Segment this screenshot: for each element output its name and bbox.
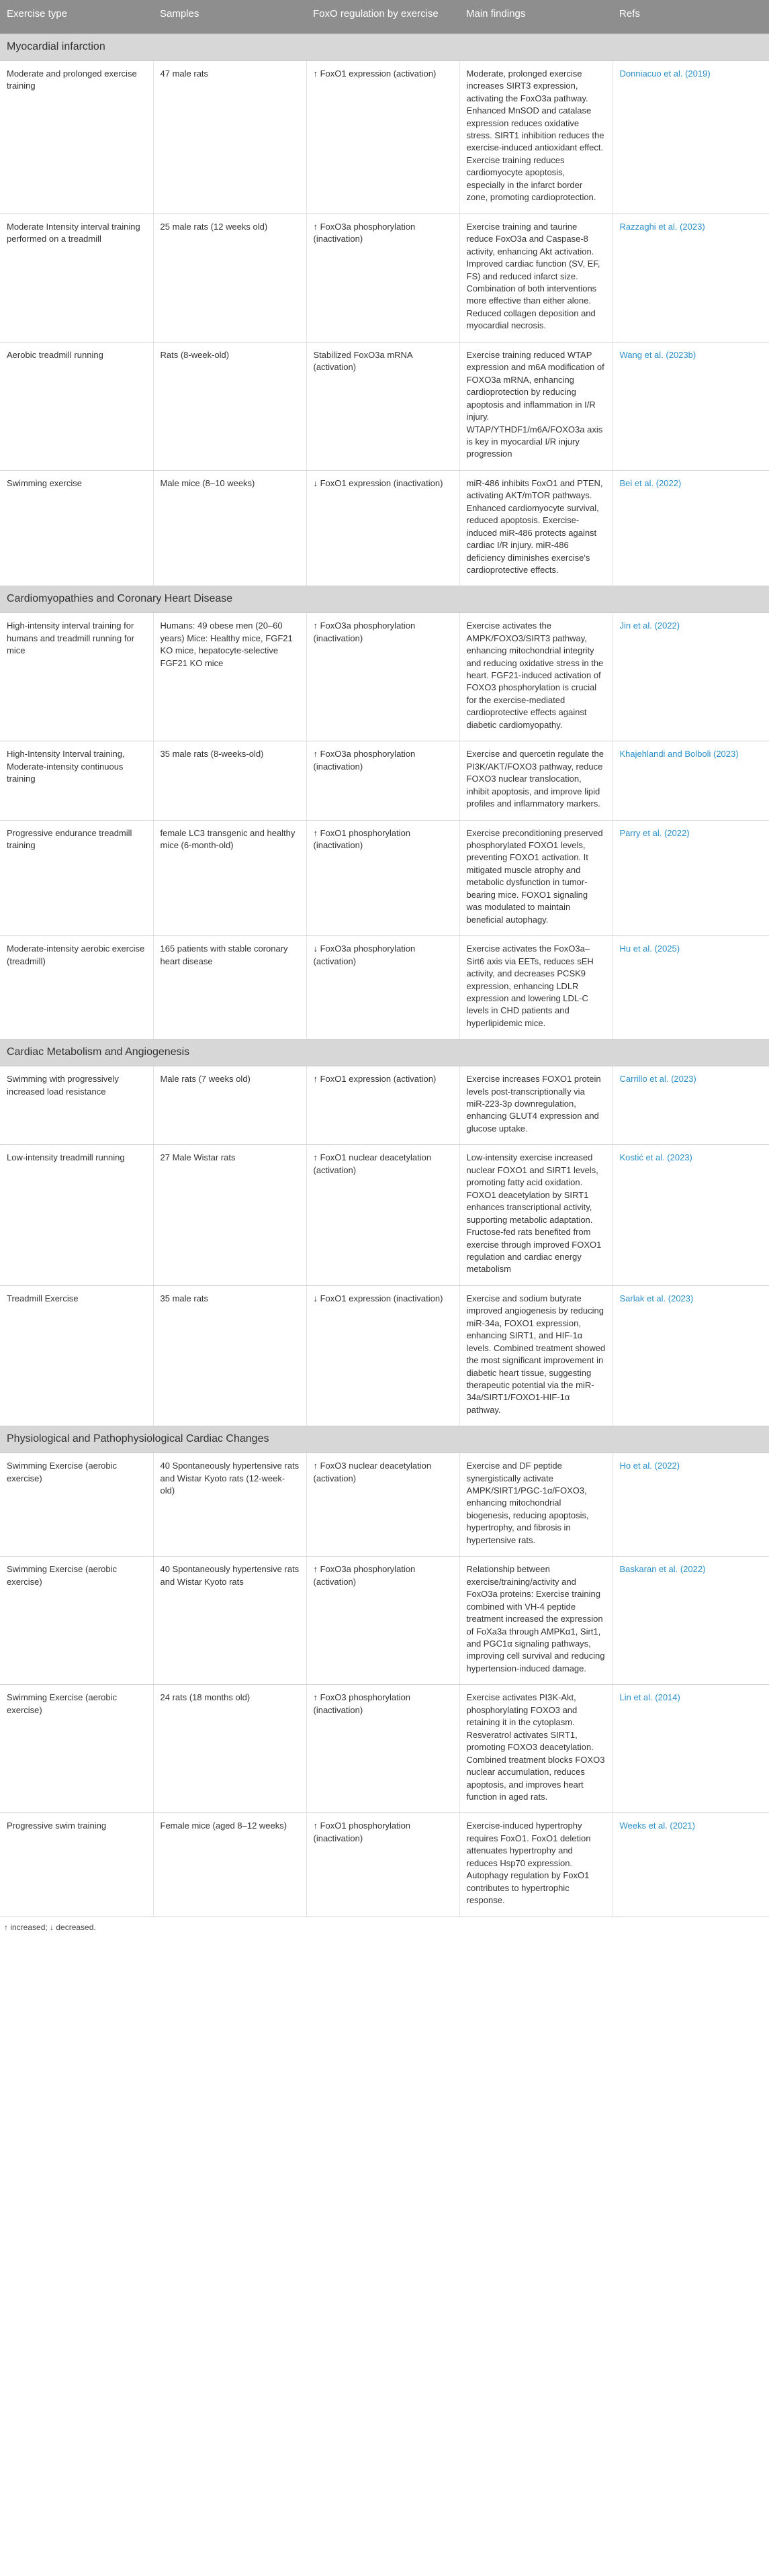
header-refs: Refs [613, 0, 769, 34]
table-row [0, 1813, 769, 1917]
reference-link[interactable]: Kostić et al. (2023) [613, 1145, 769, 1286]
table-row [0, 936, 769, 1040]
regulation-cell: ↑ FoxO1 phosphorylation (inactivation) [306, 820, 459, 936]
findings-cell: Exercise and sodium butyrate improved angiogenesis by reducing miR-34a, FOXO1 expression, enhancing SIRT1, and HIF-1α levels. Combined treatment showed the most significant improvement in diabetic heart tissue, suggesting therapeutic potential via the miR-34a/SIRT1/FOXO1-HIF-1α pathway. [459, 1285, 613, 1426]
table-row [0, 1685, 769, 1813]
reference-link[interactable]: Wang et al. (2023b) [613, 342, 769, 470]
exercise-type-cell: High-intensity interval training for humans and treadmill running for mice [0, 613, 153, 741]
samples-cell: 35 male rats [153, 1285, 306, 1426]
findings-cell: Exercise and quercetin regulate the PI3K/AKT/FOXO3 pathway, reduce FOXO3 nuclear translocation, inhibit apoptosis, and improve lipid profiles and inflammatory markers. [459, 741, 613, 820]
samples-cell: 47 male rats [153, 60, 306, 214]
samples-cell: 24 rats (18 months old) [153, 1685, 306, 1813]
findings-cell: Exercise activates PI3K-Akt, phosphorylating FOXO3 and retaining it in the cytoplasm. Resveratrol activates SIRT1, promoting FOXO3 deacetylation. Combined treatment blocks FOXO3 nuclear accumulation, reduces apoptosis, and improves heart function in aged rats. [459, 1685, 613, 1813]
table-row [0, 1557, 769, 1685]
reference-link[interactable]: Jin et al. (2022) [613, 613, 769, 741]
header-exercise-type: Exercise type [0, 0, 153, 34]
reference-link[interactable]: Weeks et al. (2021) [613, 1813, 769, 1917]
samples-cell: 27 Male Wistar rats [153, 1145, 306, 1286]
regulation-cell: ↑ FoxO3a phosphorylation (inactivation) [306, 741, 459, 820]
findings-cell: Exercise increases FOXO1 protein levels post-transcriptionally via miR-223-3p downregulation, enhancing GLUT4 expression and glucose uptake. [459, 1066, 613, 1145]
exercise-type-cell: Swimming Exercise (aerobic exercise) [0, 1685, 153, 1813]
exercise-type-cell: Progressive endurance treadmill training [0, 820, 153, 936]
findings-cell: Exercise activates the FoxO3a–Sirt6 axis via EETs, reduces sEH activity, and decreases PCSK9 expression, enhancing LDLR expression and lowering LDL-C levels in CHD patients and hyperlipidemic mice. [459, 936, 613, 1040]
regulation-cell: ↓ FoxO3a phosphorylation (activation) [306, 936, 459, 1040]
section-title: Physiological and Pathophysiological Cardiac Changes [0, 1426, 769, 1453]
section-row [0, 586, 769, 613]
table-row [0, 613, 769, 741]
reference-link[interactable]: Baskaran et al. (2022) [613, 1557, 769, 1685]
findings-cell: Relationship between exercise/training/activity and FoxO3a proteins: Exercise training combined with VH-4 peptide treatment increased the expression of FoXa3a through AMPKα1, Sirt1, and PGC1α signaling pathways, improving cell survival and reducing hypertension-induced damage. [459, 1557, 613, 1685]
reference-link[interactable]: Bei et al. (2022) [613, 470, 769, 586]
exercise-type-cell: Moderate and prolonged exercise training [0, 60, 153, 214]
findings-cell: Exercise training reduced WTAP expression and m6A modification of FOXO3a mRNA, enhancing cardioprotection by reducing apoptosis and inflammation in I/R injury. WTAP/YTHDF1/m6A/FOXO3a axis is key in myocardial I/R injury progression [459, 342, 613, 470]
reference-link[interactable]: Lin et al. (2014) [613, 1685, 769, 1813]
samples-cell: 40 Spontaneously hypertensive rats and Wistar Kyoto rats [153, 1557, 306, 1685]
reference-link[interactable]: Razzaghi et al. (2023) [613, 214, 769, 342]
reference-link[interactable]: Carrillo et al. (2023) [613, 1066, 769, 1145]
exercise-type-cell: Low-intensity treadmill running [0, 1145, 153, 1286]
findings-cell: Exercise-induced hypertrophy requires FoxO1. FoxO1 deletion attenuates hypertrophy and reduces Hsp70 expression. Autophagy regulation by FoxO1 contributes to hypertrophic response. [459, 1813, 613, 1917]
table-footnote: ↑ increased; ↓ decreased. [4, 1922, 96, 1932]
reference-link[interactable]: Sarlak et al. (2023) [613, 1285, 769, 1426]
regulation-cell: ↑ FoxO1 expression (activation) [306, 60, 459, 214]
samples-cell: 40 Spontaneously hypertensive rats and Wistar Kyoto rats (12-week-old) [153, 1453, 306, 1557]
samples-cell: Male mice (8–10 weeks) [153, 470, 306, 586]
findings-cell: Exercise preconditioning preserved phosphorylated FOXO1 levels, preventing FOXO1 activation. It mitigated muscle atrophy and metabolic dysfunction in tumor-bearing mice. FOXO1 signaling was modulated to maintain beneficial autophagy. [459, 820, 613, 936]
samples-cell: Humans: 49 obese men (20–60 years) Mice: Healthy mice, FGF21 KO mice, hepatocyte-selective FGF21 KO mice [153, 613, 306, 741]
table-row [0, 342, 769, 470]
regulation-cell: ↑ FoxO1 nuclear deacetylation (activation) [306, 1145, 459, 1286]
findings-cell: Exercise activates the AMPK/FOXO3/SIRT3 pathway, enhancing mitochondrial integrity and reducing oxidative stress in the heart. FGF21-induced activation of FOXO3 phosphorylation is crucial for the exercise-mediated cardioprotective effects against diabetic cardiomyopathy. [459, 613, 613, 741]
findings-cell: Moderate, prolonged exercise increases SIRT3 expression, activating the FoxO3a pathway. Enhanced MnSOD and catalase expression reduces oxidative stress. SIRT1 inhibition reduces the exercise-induced antioxidant effect. Exercise training reduces cardiomyocyte apoptosis, especially in the infarct border zone, promoting cardioprotection. [459, 60, 613, 214]
table-header [0, 0, 769, 34]
findings-cell: Exercise training and taurine reduce FoxO3a and Caspase-8 activity, enhancing Akt activation. Improved cardiac function (SV, EF, FS) and reduced infarct size. Combination of both interventions more effective than either alone. Reduced collagen deposition and myocardial necrosis. [459, 214, 613, 342]
samples-cell: female LC3 transgenic and healthy mice (6-month-old) [153, 820, 306, 936]
exercise-type-cell: Swimming Exercise (aerobic exercise) [0, 1557, 153, 1685]
samples-cell: 165 patients with stable coronary heart disease [153, 936, 306, 1040]
header-main-findings: Main findings [459, 0, 613, 34]
exercise-type-cell: Aerobic treadmill running [0, 342, 153, 470]
section-row [0, 34, 769, 61]
reference-link[interactable]: Khajehlandi and Bolboli (2023) [613, 741, 769, 820]
samples-cell: Male rats (7 weeks old) [153, 1066, 306, 1145]
regulation-cell: ↑ FoxO3 phosphorylation (inactivation) [306, 1685, 459, 1813]
regulation-cell: ↑ FoxO1 expression (activation) [306, 1066, 459, 1145]
exercise-type-cell: High-Intensity Interval training, Moderate-intensity continuous training [0, 741, 153, 820]
table-row [0, 1145, 769, 1286]
exercise-type-cell: Progressive swim training [0, 1813, 153, 1917]
exercise-type-cell: Moderate Intensity interval training performed on a treadmill [0, 214, 153, 342]
exercise-type-cell: Treadmill Exercise [0, 1285, 153, 1426]
section-row [0, 1040, 769, 1066]
table-row [0, 470, 769, 586]
findings-cell: miR-486 inhibits FoxO1 and PTEN, activating AKT/mTOR pathways. Enhanced cardiomyocyte survival, reduced apoptosis. Exercise-induced miR-486 protects against cardiac I/R injury. miR-486 deficiency diminishes exercise's cardioprotective effects. [459, 470, 613, 586]
regulation-cell: ↑ FoxO3a phosphorylation (inactivation) [306, 613, 459, 741]
regulation-cell: ↑ FoxO3 nuclear deacetylation (activation) [306, 1453, 459, 1557]
samples-cell: 35 male rats (8-weeks-old) [153, 741, 306, 820]
reference-link[interactable]: Ho et al. (2022) [613, 1453, 769, 1557]
section-title: Cardiac Metabolism and Angiogenesis [0, 1040, 769, 1066]
table-body [0, 34, 769, 1917]
exercise-type-cell: Swimming Exercise (aerobic exercise) [0, 1453, 153, 1557]
exercise-type-cell: Swimming with progressively increased load resistance [0, 1066, 153, 1145]
exercise-type-cell: Swimming exercise [0, 470, 153, 586]
findings-cell: Exercise and DF peptide synergistically activate AMPK/SIRT1/PGC-1α/FOXO3, enhancing mitochondrial biogenesis, reducing apoptosis, hypertrophy, and fibrosis in hypertensive rats. [459, 1453, 613, 1557]
reference-link[interactable]: Hu et al. (2025) [613, 936, 769, 1040]
reference-link[interactable]: Parry et al. (2022) [613, 820, 769, 936]
regulation-cell: ↑ FoxO3a phosphorylation (inactivation) [306, 214, 459, 342]
section-title: Myocardial infarction [0, 34, 769, 61]
samples-cell: Female mice (aged 8–12 weeks) [153, 1813, 306, 1917]
exercise-type-cell: Moderate-intensity aerobic exercise (treadmill) [0, 936, 153, 1040]
header-foxo-regulation: FoxO regulation by exercise [306, 0, 459, 34]
regulation-cell: ↓ FoxO1 expression (inactivation) [306, 470, 459, 586]
table-row [0, 1066, 769, 1145]
table-row [0, 214, 769, 342]
table-row [0, 741, 769, 820]
samples-cell: Rats (8-week-old) [153, 342, 306, 470]
header-samples: Samples [153, 0, 306, 34]
table-row [0, 1453, 769, 1557]
table-row [0, 820, 769, 936]
section-title: Cardiomyopathies and Coronary Heart Disease [0, 586, 769, 613]
reference-link[interactable]: Donniacuo et al. (2019) [613, 60, 769, 214]
regulation-cell: ↓ FoxO1 expression (inactivation) [306, 1285, 459, 1426]
regulation-cell: ↑ FoxO3a phosphorylation (activation) [306, 1557, 459, 1685]
regulation-cell: ↑ FoxO1 phosphorylation (inactivation) [306, 1813, 459, 1917]
table-row [0, 1285, 769, 1426]
table-row [0, 60, 769, 214]
findings-cell: Low-intensity exercise increased nuclear FOXO1 and SIRT1 levels, promoting fatty acid oxidation. FOXO1 deacetylation by SIRT1 enhances transcriptional activity, supporting metabolic adaptation. Fructose-fed rats benefited from exercise through improved FOXO1 regulation and cardiac energy metabolism [459, 1145, 613, 1286]
samples-cell: 25 male rats (12 weeks old) [153, 214, 306, 342]
regulation-cell: Stabilized FoxO3a mRNA (activation) [306, 342, 459, 470]
section-row [0, 1426, 769, 1453]
